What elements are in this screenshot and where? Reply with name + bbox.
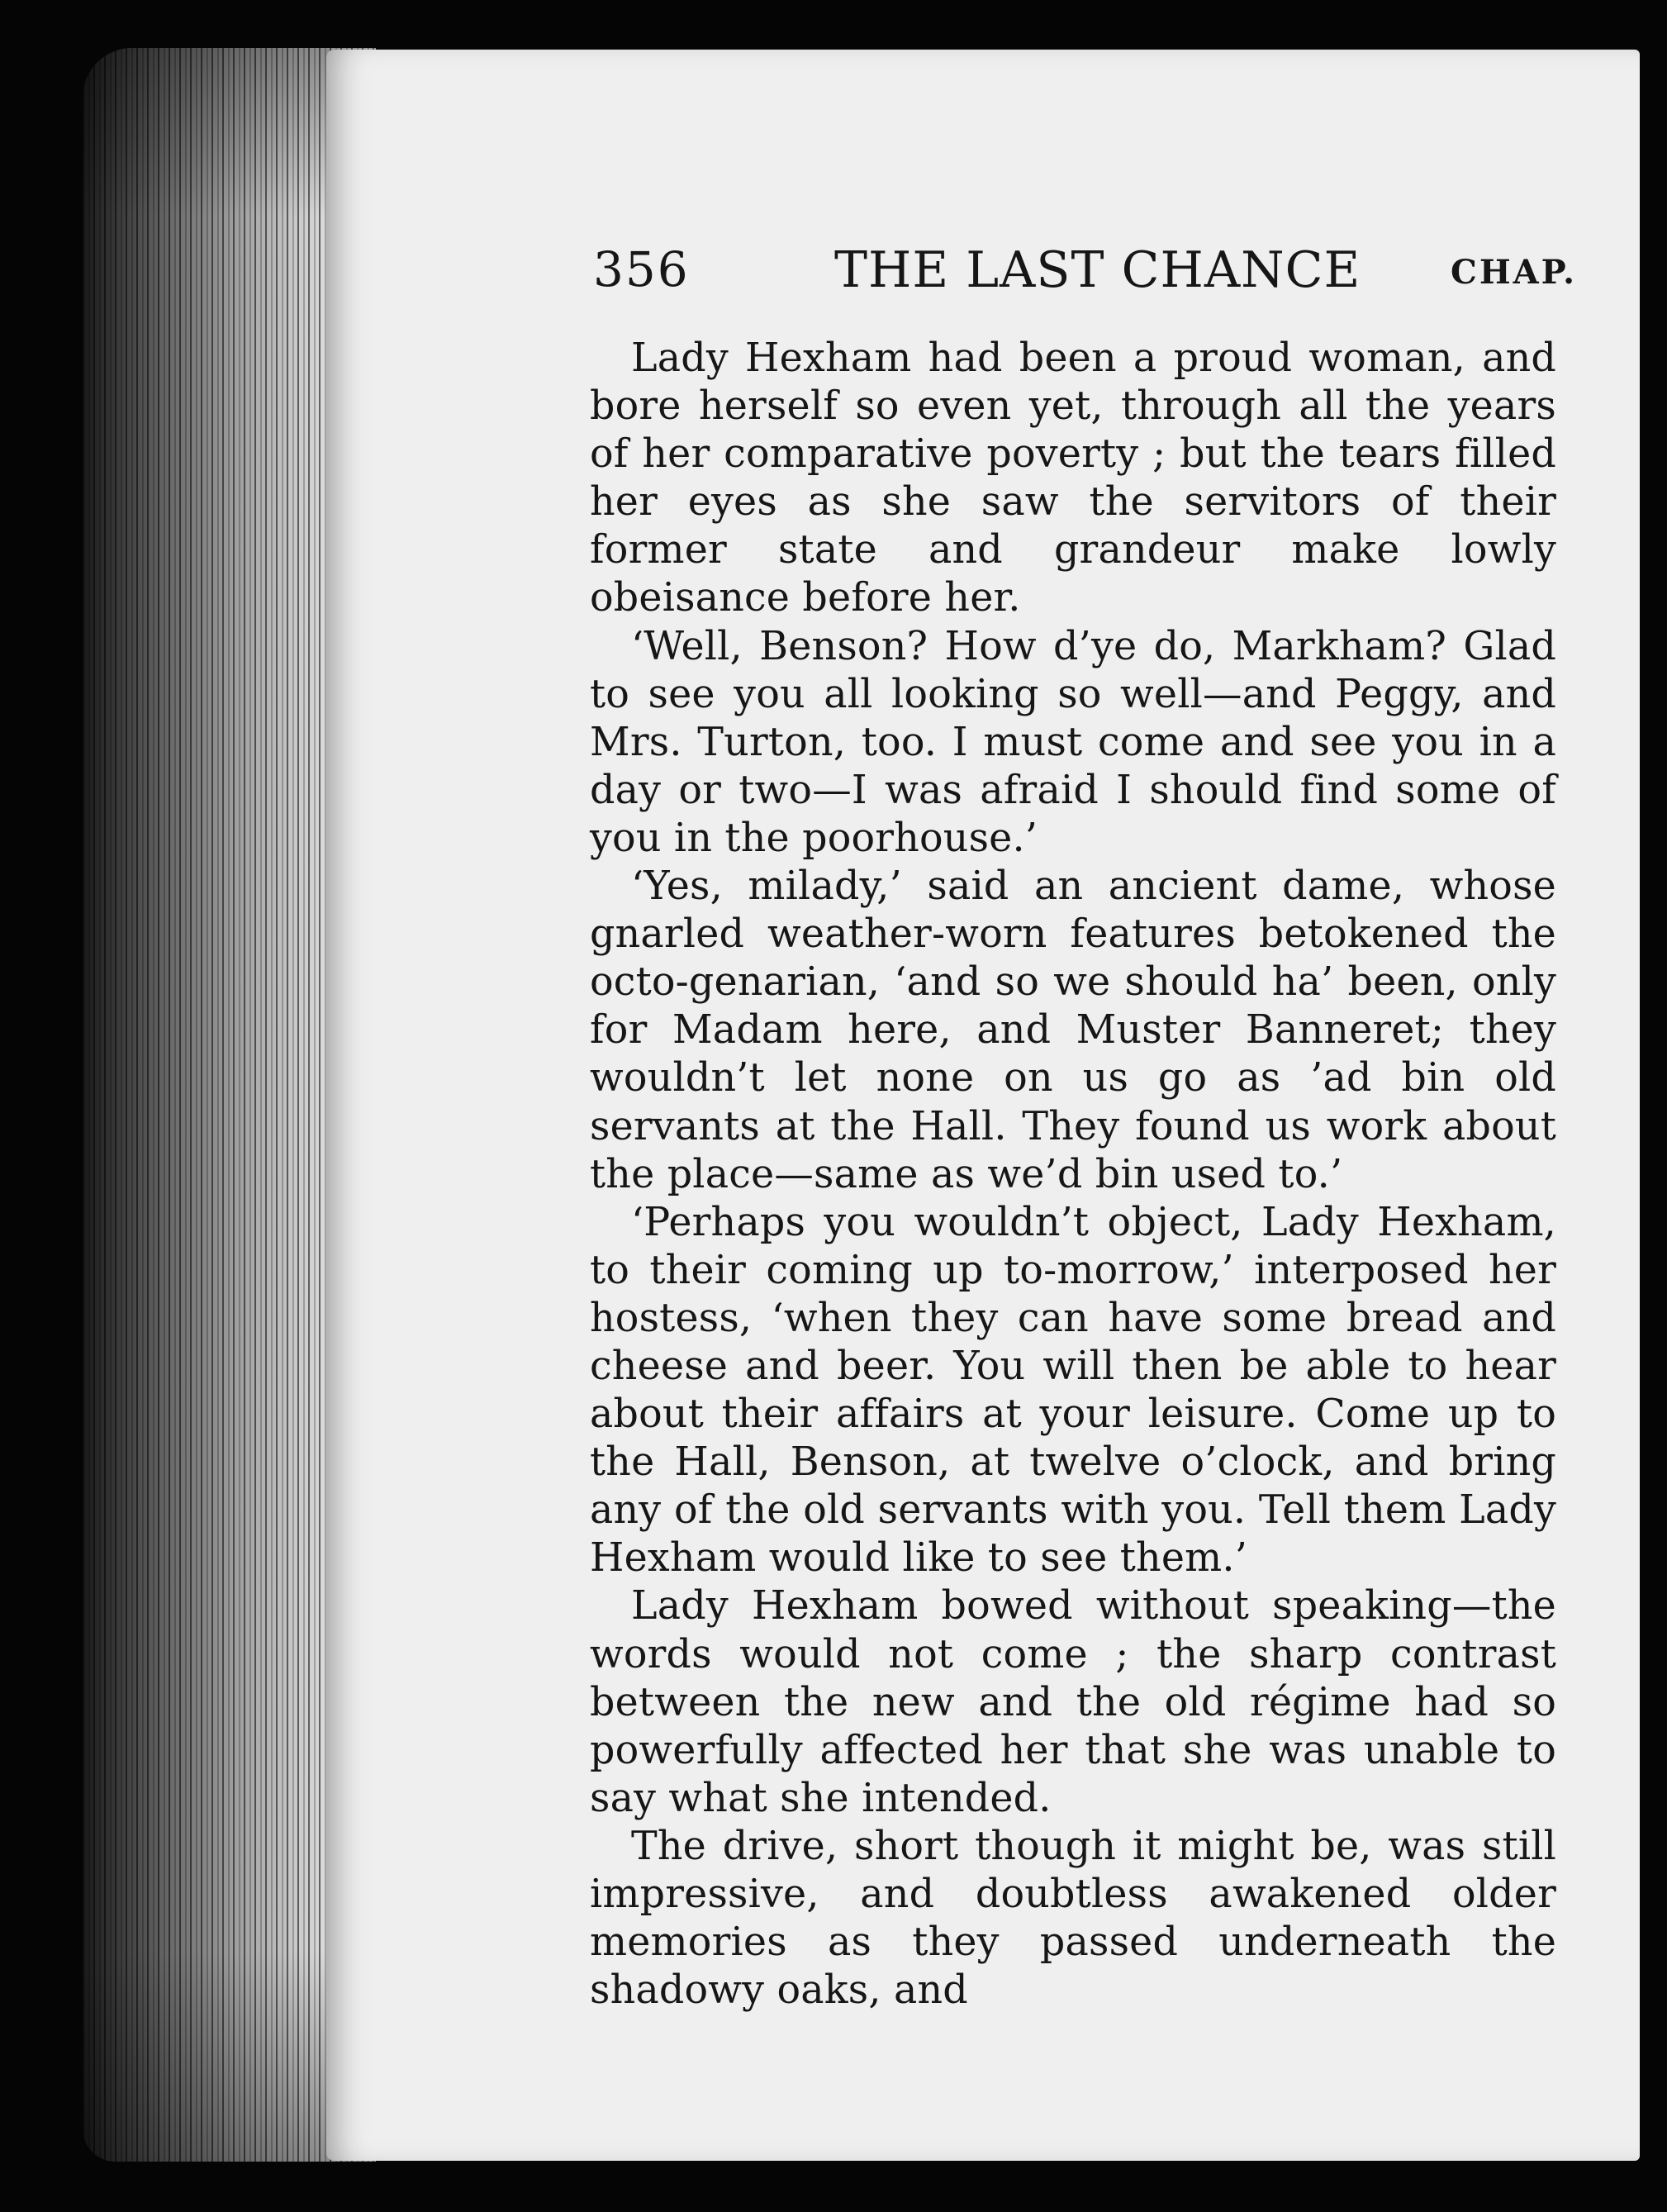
running-head-chapter-label: CHAP. [1451, 253, 1578, 292]
running-head-title: THE LAST CHANCE [834, 241, 1361, 299]
page-number: 356 [593, 241, 690, 297]
running-head [593, 241, 1584, 307]
paragraph: ‘Perhaps you wouldn’t object, Lady Hexham, to their coming up to-morrow,’ interposed her hostess, ‘when they can have some bread and cheese and beer. You will then be able to hear about their affairs at your leisure. Come up to the Hall, Benson, at twelve o’clock, and bring any of the old servants with you. Tell them Lady Hexham would like to see them.’ [590, 1199, 1556, 1582]
body-text [590, 335, 1556, 2015]
paragraph: ‘Well, Benson? How d’ye do, Markham? Glad to see you all looking so well—and Peggy, and Mrs. Turton, too. I must come and see you in a day or two—I was afraid I should find some of you in the poorhouse.’ [590, 623, 1556, 861]
paragraph: Lady Hexham bowed without speaking—the words would not come ; the sharp contrast between the new and the old régime had so powerfully affected her that she was unable to say what she intended. [590, 1583, 1556, 1821]
paragraph: The drive, short though it might be, was still impressive, and doubtless awakened older memories as they passed underneath the shadowy oaks, and [590, 1823, 1556, 2014]
paragraph: ‘Yes, milady,’ said an ancient dame, whose gnarled weather-worn features betokened the octo-genarian, ‘and so we should ha’ been, only for Madam here, and Muster Banneret; they wouldn’t let none on us go as ’ad bin old servants at the Hall. They found us work about the place—same as we’d bin used to.’ [590, 863, 1556, 1197]
paragraph: Lady Hexham had been a proud woman, and bore herself so even yet, through all the years of her comparative poverty ; but the tears filled her eyes as she saw the servitors of their former state and grandeur make lowly obeisance before her. [590, 335, 1556, 621]
